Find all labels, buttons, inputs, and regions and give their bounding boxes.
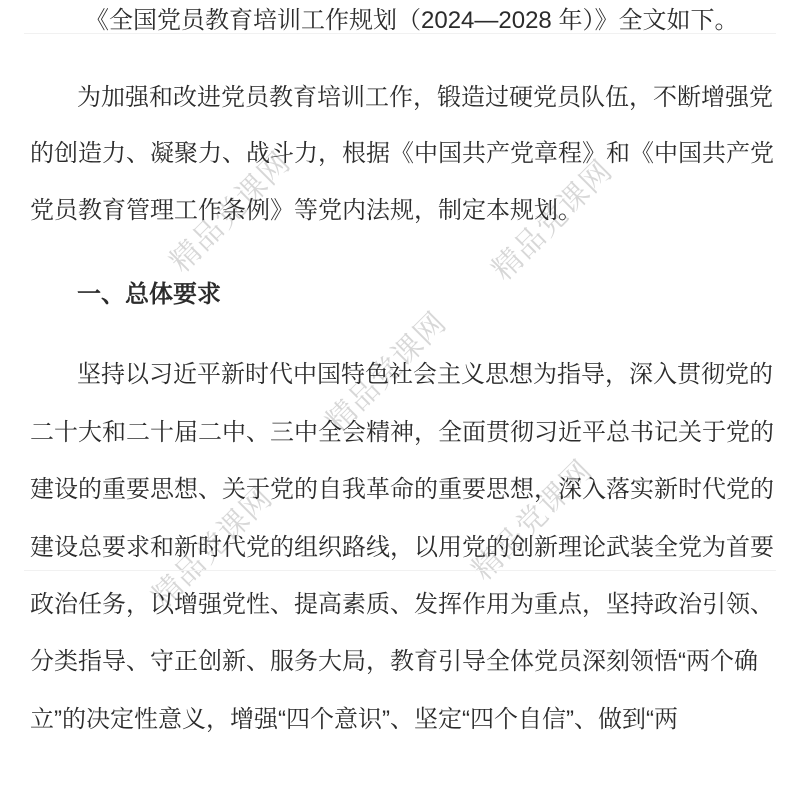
watermark-text: 精品党课网 [146, 481, 279, 614]
paragraph2-line2: 二十大和二十届二中、三中全会精神，全面贯彻习近平总书记关于党的 [30, 419, 774, 446]
paragraph1-line2: 的创造力、凝聚力、战斗力，根据《中国共产党章程》和《中国共产党 [30, 140, 774, 167]
watermark-text: 精品党课网 [486, 154, 619, 287]
paragraph2-line7: 立”的决定性意义，增强“四个意识”、坚定“四个自信”、做到“两 [30, 706, 678, 733]
paragraph2-line3: 建设的重要思想、关于党的自我革命的重要思想，深入落实新时代党的 [30, 476, 774, 503]
closing-line: 《全国党员教育培训工作规划（2024—2028 年）》全文如下。 [85, 7, 739, 34]
paragraph1-line1: 为加强和改进党员教育培训工作，锻造过硬党员队伍，不断增强党 [77, 84, 773, 111]
paragraph1-line3: 党员教育管理工作条例》等党内法规，制定本规划。 [30, 197, 582, 224]
paragraph2-line1: 坚持以习近平新时代中国特色社会主义思想为指导，深入贯彻党的 [77, 361, 773, 388]
watermark-text: 精品党课网 [164, 146, 297, 279]
paragraph2-line5: 政治任务，以增强党性、提高素质、发挥作用为重点，坚持政治引领、 [30, 591, 774, 618]
section-heading: 一、总体要求 [77, 281, 221, 308]
paragraph2-line4: 建设总要求和新时代党的组织路线，以用党的创新理论武装全党为首要 [30, 534, 774, 561]
watermark-text: 精品党课网 [466, 454, 599, 587]
page-seam-divider [24, 570, 776, 571]
watermark-text: 精品党课网 [320, 306, 453, 439]
paragraph2-line6: 分类指导、守正创新、服务大局，教育引导全体党员深刻领悟“两个确 [30, 648, 758, 675]
